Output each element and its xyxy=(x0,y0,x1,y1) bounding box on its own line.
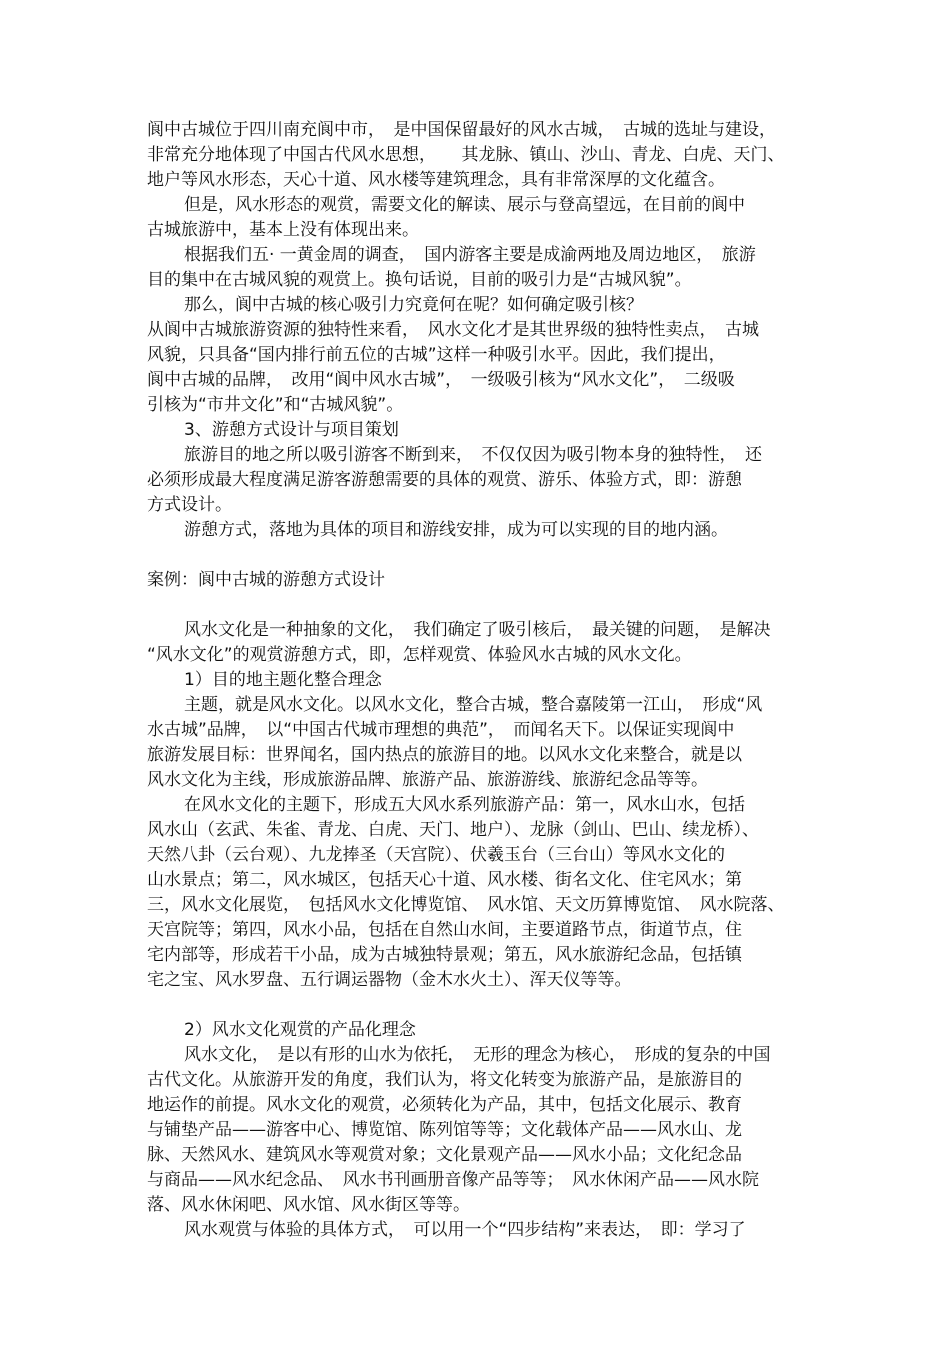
text-line: 游憩方式，落地为具体的项目和游线安排，成为可以实现的目的地内涵。 xyxy=(184,520,728,540)
text-line: 根据我们五· 一黄金周的调查， 国内游客主要是成渝两地及周边地区， 旅游 xyxy=(184,245,756,265)
text-line: 三，风水文化展览， 包括风水文化博览馆、 风水馆、天文历算博览馆、 风水院落、 xyxy=(147,895,785,915)
text-line: 风水观赏与体验的具体方式， 可以用一个“四步结构”来表达， 即：学习了 xyxy=(184,1220,746,1240)
text-line: 古代文化。从旅游开发的角度，我们认为，将文化转变为旅游产品，是旅游目的 xyxy=(147,1070,742,1090)
section-heading: 3、游憩方式设计与项目策划 xyxy=(184,420,399,440)
text-line: 山水景点；第二，风水城区，包括天心十道、风水楼、街名文化、住宅风水；第 xyxy=(147,870,742,890)
text-line: 古城旅游中，基本上没有体现出来。 xyxy=(147,220,419,240)
text-line: 与铺垫产品——游客中心、博览馆、陈列馆等等；文化载体产品——风水山、龙 xyxy=(147,1120,742,1140)
text-line: 方式设计。 xyxy=(147,495,232,515)
text-line: 但是，风水形态的观赏，需要文化的解读、展示与登高望远，在目前的阆中 xyxy=(184,195,745,215)
text-line: 风水山（玄武、朱雀、青龙、白虎、天门、地户）、龙脉（剑山、巴山、续龙桥）、 xyxy=(147,820,759,840)
subsection-heading: 1）目的地主题化整合理念 xyxy=(184,670,382,690)
text-line: 非常充分地体现了中国古代风水思想， 其龙脉、镇山、沙山、青龙、白虎、天门、 xyxy=(147,145,785,165)
text-line: 阆中古城位于四川南充阆中市， 是中国保留最好的风水古城， 古城的选址与建设， xyxy=(147,120,776,140)
text-line: 那么，阆中古城的核心吸引力究竟何在呢？如何确定吸引核？ xyxy=(184,295,643,315)
text-line: 天宫院等；第四，风水小品，包括在自然山水间，主要道路节点，街道节点，住 xyxy=(147,920,742,940)
subsection-heading: 2）风水文化观赏的产品化理念 xyxy=(184,1020,416,1040)
case-heading: 案例：阆中古城的游憩方式设计 xyxy=(147,570,385,590)
text-line: 风貌，只具备“国内排行前五位的古城”这样一种吸引水平。因此，我们提出， xyxy=(147,345,726,365)
text-line: 脉、天然风水、建筑风水等观赏对象；文化景观产品——风水小品；文化纪念品 xyxy=(147,1145,742,1165)
text-line: 目的集中在古城风貌的观赏上。换句话说，目前的吸引力是“古城风貌”。 xyxy=(147,270,692,290)
text-line: 在风水文化的主题下，形成五大风水系列旅游产品：第一，风水山水，包括 xyxy=(184,795,745,815)
text-line: 宅内部等，形成若干小品，成为古城独特景观；第五，风水旅游纪念品，包括镇 xyxy=(147,945,742,965)
text-line: 旅游目的地之所以吸引游客不断到来， 不仅仅因为吸引物本身的独特性， 还 xyxy=(184,445,762,465)
text-line: 必须形成最大程度满足游客游憩需要的具体的观赏、游乐、体验方式，即：游憩 xyxy=(147,470,742,490)
text-line: 风水文化是一种抽象的文化， 我们确定了吸引核后， 最关键的问题， 是解决 xyxy=(184,620,771,640)
text-line: 宅之宝、风水罗盘、五行调运器物（金木水火土）、浑天仪等等。 xyxy=(147,970,632,990)
text-line: 落、风水休闲吧、风水馆、风水街区等等。 xyxy=(147,1195,470,1215)
text-line: “风水文化”的观赏游憩方式，即，怎样观赏、体验风水古城的风水文化。 xyxy=(147,645,692,665)
text-line: 旅游发展目标：世界闻名，国内热点的旅游目的地。以风水文化来整合，就是以 xyxy=(147,745,742,765)
text-line: 主题，就是风水文化。以风水文化，整合古城，整合嘉陵第一江山， 形成“风 xyxy=(184,695,763,715)
text-line: 地运作的前提。风水文化的观赏，必须转化为产品，其中，包括文化展示、教育 xyxy=(147,1095,742,1115)
text-line: 水古城”品牌， 以“中国古代城市理想的典范”， 而闻名天下。以保证实现阆中 xyxy=(147,720,735,740)
text-line: 风水文化， 是以有形的山水为依托， 无形的理念为核心， 形成的复杂的中国 xyxy=(184,1045,771,1065)
text-line: 从阆中古城旅游资源的独特性来看， 风水文化才是其世界级的独特性卖点， 古城 xyxy=(147,320,759,340)
text-line: 与商品——风水纪念品、 风水书刊画册音像产品等等； 风水休闲产品——风水院 xyxy=(147,1170,759,1190)
text-line: 风水文化为主线，形成旅游品牌、旅游产品、旅游游线、旅游纪念品等等。 xyxy=(147,770,708,790)
text-line: 地户等风水形态，天心十道、风水楼等建筑理念，具有非常深厚的文化蕴含。 xyxy=(147,170,725,190)
text-line: 天然八卦（云台观）、九龙捧圣（天宫院）、伏羲玉台（三台山）等风水文化的 xyxy=(147,845,725,865)
text-line: 阆中古城的品牌， 改用“阆中风水古城”， 一级吸引核为“风水文化”， 二级吸 xyxy=(147,370,735,390)
text-line: 引核为“市井文化”和“古城风貌”。 xyxy=(147,395,404,415)
